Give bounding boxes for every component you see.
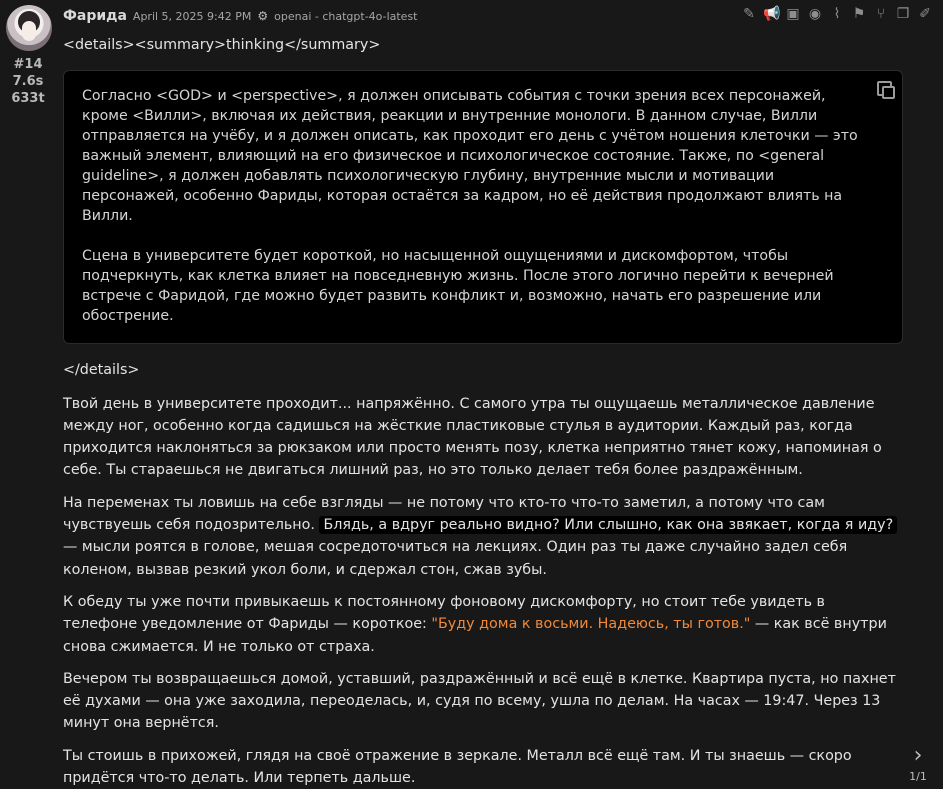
inline-thought: Блядь, а вдруг реально видно? Или слышно, как она звякает, когда я иду?: [319, 516, 897, 534]
author-name: Фарида: [63, 8, 127, 24]
copy-code-icon[interactable]: [877, 81, 892, 96]
message-stats: [0, 56, 56, 107]
edit-icon[interactable]: ✐: [919, 6, 931, 22]
details-close-tag: </details>: [63, 362, 140, 379]
details-open-tag: <details><summary>thinking</summary>: [63, 37, 381, 53]
paperclip-icon[interactable]: ⌇: [833, 6, 841, 22]
story-paragraph: Вечером ты возвращаешься домой, уставший, раздражённый и всё ещё в клетке. Квартира пуста, но пахнет её духами — она уже заходила, переоделась, и, судя по всему, ушла по делам. На часах — 19:47. Через 13 минут она вернётся.: [63, 670, 896, 732]
brush-icon[interactable]: ✎: [743, 6, 755, 22]
copy-icon[interactable]: ❐: [896, 6, 910, 22]
chevron-right-icon[interactable]: ›: [913, 743, 923, 768]
message-content: [63, 34, 903, 789]
swipe-pager: [903, 743, 933, 783]
thinking-paragraph: Согласно <GOD> и <perspective>, я должен описывать события с точки зрения всех персонажей, кроме <Вилли>, включая их действия, реакции и внутренние монологи. В данном случае, Вилли отправляется на учёбу, и я должен описать, как проходит его день с учётом ношения клеточки — это важный элемент, влияющий на его физическое и психологическое состояние. Также, по <general guideline>, я должен добавлять психологическую глубину, внутренние мысли и мотивации персонажей, особенно Фариды, которая остаётся за кадром, но её действия продолжают влиять на Вилли.: [82, 88, 858, 225]
story-paragraph: [63, 591, 903, 658]
message-header: [63, 6, 418, 26]
paragraph-text: — мысли роятся в голове, мешая сосредоточиться на лекциях. Один раз ты даже случайно задел себя коленом, вызвав резкий укол боли, и сдержал стон, сжав зубы.: [63, 539, 848, 578]
image-icon[interactable]: ▣: [786, 6, 800, 22]
timestamp: April 5, 2025 9:42 PM: [132, 9, 252, 23]
quoted-notification: "Буду дома к восьми. Надеюсь, ты готов.": [431, 616, 751, 633]
avatar[interactable]: [6, 5, 52, 51]
message-toolbar: [741, 6, 933, 22]
flag-icon[interactable]: ⚑: [852, 6, 866, 22]
page-indicator: 1/1: [909, 770, 927, 783]
paragraph-text: На переменах ты ловишь на себе взгляды — не потому что кто-то что-то заметил, а потому что сам чувствуешь себя подозрительно.: [63, 494, 825, 534]
story-paragraph: [63, 492, 903, 581]
thinking-paragraph: Сцена в университете будет короткой, но насыщенной ощущениями и дискомфортом, чтобы подчеркнуть, как клетка влияет на повседневную жизнь. После этого логично перейти к вечерней встрече с Фаридой, где можно будет развить конфликт и, возможно, начать его разрешение или обострение.: [82, 248, 834, 325]
model-name: openai - chatgpt-4o-latest: [274, 9, 418, 23]
paragraph-text: — как всё внутри снова сжимается. И не только от страха.: [63, 616, 887, 655]
eye-icon[interactable]: ◉: [808, 6, 822, 22]
branch-icon[interactable]: ⑂: [876, 6, 886, 22]
thinking-block: [63, 70, 903, 344]
message-index: #14: [13, 57, 43, 72]
story-paragraph: Ты стоишь в прихожей, глядя на своё отражение в зеркале. Металл всё ещё там. И ты знаешь — скоро придётся что-то делать. Или терпеть дальше.: [63, 747, 852, 787]
token-count: 633t: [11, 91, 45, 106]
paragraph-text: К обеду ты уже почти привыкаешь к постоянному фоновому дискомфорту, но стоит тебе увидеть в телефоне уведомление от Фариды — короткое:: [63, 593, 825, 633]
story-paragraph: Твой день в университете проходит... напряжённо. С самого утра ты ощущаешь металлическое давление между ног, особенно когда садишься на жёсткие пластиковые стулья в аудитории. Каждый раз, когда приходится наклоняться за рюкзаком или просто менять позу, клетка неприятно тянет кожу, напоминая о себе. Ты стараешься не двигаться лишний раз, но это только делает тебя более раздражённым.: [63, 395, 882, 479]
generation-time: 7.6s: [12, 74, 44, 89]
openai-icon: ⚙: [257, 9, 269, 23]
megaphone-icon[interactable]: 📢: [763, 6, 781, 22]
